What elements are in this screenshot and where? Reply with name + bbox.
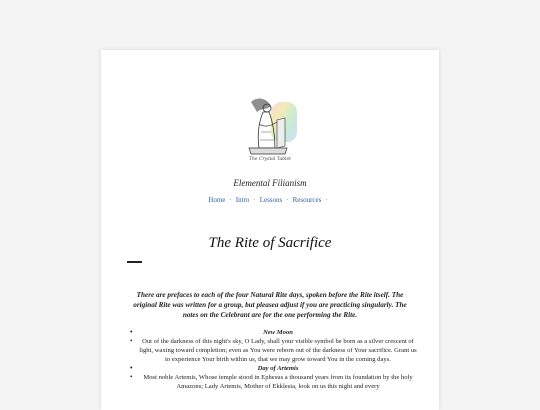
nav-home[interactable]: Home <box>208 196 226 204</box>
intro-paragraph: There are prefaces to each of the four Natural Rite days, spoken before the Rite itself. The original Rite was written for a group, but pleasea adjust if you are practicing singularly. The notes on the Celebrant are for the one performing the Rite. <box>133 291 407 319</box>
section-heading-day-of-artemis: • Day of Artemis <box>127 364 417 373</box>
nav-separator: · <box>325 196 328 204</box>
section-text-day-of-artemis: • Most noble Artemis, Whose temple stood in Ephesus a thousand years from its foundation by the holy Amazons; Lady Artemis, Mother of Ekklesia, look on us this night and every <box>127 373 417 391</box>
main-nav <box>101 196 439 204</box>
nav-resources[interactable]: Resources <box>292 196 322 204</box>
page-title: The Rite of Sacrifice <box>208 235 332 251</box>
logo-caption: The Crystal Tablet <box>249 157 291 162</box>
rite-sections-list <box>127 328 417 391</box>
section-heading-new-moon: • New Moon <box>127 328 417 337</box>
section-text-new-moon: • Out of the darkness of this night's sky, O Lady, shall your visible symbol be born as a silver crescent of light, waxing toward completion; even as You were reborn out of the darkness of Your sacrifice. Grant us to experience Your birth within us, that we may grow toward You in the coming days. <box>127 337 417 364</box>
content-card <box>101 50 439 410</box>
nav-separator: · <box>229 196 232 204</box>
nav-intro[interactable]: Intro <box>235 196 250 204</box>
site-title[interactable]: Elemental Filianism <box>233 178 307 188</box>
nav-separator: · <box>286 196 289 204</box>
title-divider <box>127 261 142 263</box>
nav-separator: · <box>253 196 256 204</box>
nav-lessons[interactable]: Lessons <box>259 196 283 204</box>
